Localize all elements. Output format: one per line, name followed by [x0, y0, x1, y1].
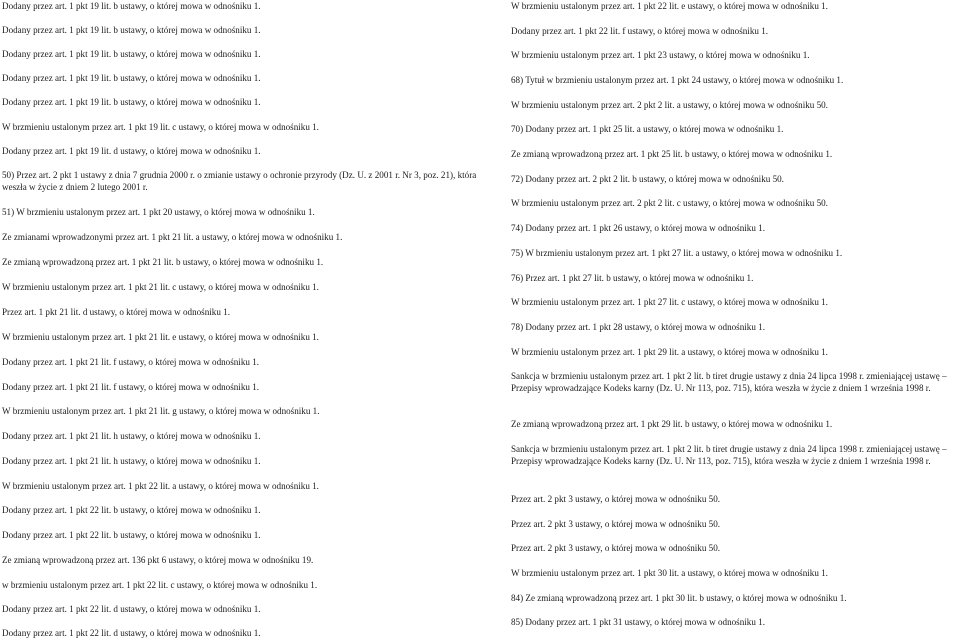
footnote-entry: Dodany przez art. 1 pkt 21 lit. h ustawy, o której mowa w odnośniku 1.: [2, 431, 261, 441]
footnote-entry: Dodany przez art. 1 pkt 22 lit. d ustawy, o której mowa w odnośniku 1.: [2, 628, 261, 638]
footnote-entry: 85) Dodany przez art. 1 pkt 31 ustawy, o której mowa w odnośniku 1.: [511, 617, 765, 627]
footnote-entry: Ze zmianą wprowadzoną przez art. 136 pkt 6 ustawy, o której mowa w odnośniku 19.: [2, 555, 314, 565]
footnote-entry: W brzmieniu ustalonym przez art. 1 pkt 21 lit. e ustawy, o której mowa w odnośniku 1.: [2, 332, 319, 342]
footnote-entry: Dodany przez art. 1 pkt 19 lit. b ustawy, o której mowa w odnośniku 1.: [2, 1, 261, 11]
footnote-entry: 74) Dodany przez art. 1 pkt 26 ustawy, o której mowa w odnośniku 1.: [511, 223, 765, 233]
footnote-entry: 68) Tytuł w brzmieniu ustalonym przez art. 1 pkt 24 ustawy, o której mowa w odnośniku 1.: [511, 75, 844, 85]
footnote-entry: W brzmieniu ustalonym przez art. 1 pkt 19 lit. c ustawy, o której mowa w odnośniku 1.: [2, 122, 319, 132]
footnote-entry: Ze zmianą wprowadzoną przez art. 1 pkt 25 lit. b ustawy, o której mowa w odnośniku 1.: [511, 149, 833, 159]
footnote-entry: Dodany przez art. 1 pkt 22 lit. b ustawy, o której mowa w odnośniku 1.: [2, 505, 261, 515]
footnote-entry: 75) W brzmieniu ustalonym przez art. 1 pkt 27 lit. a ustawy, o której mowa w odnośniku 1.: [511, 248, 843, 258]
footnote-entry: Dodany przez art. 1 pkt 19 lit. d ustawy, o której mowa w odnośniku 1.: [2, 146, 261, 156]
footnote-entry: Ze zmianą wprowadzoną przez art. 1 pkt 21 lit. b ustawy, o której mowa w odnośniku 1.: [2, 257, 324, 267]
footnote-entry: Dodany przez art. 1 pkt 21 lit. f ustawy, o której mowa w odnośniku 1.: [2, 357, 260, 367]
footnote-entry: Dodany przez art. 1 pkt 22 lit. b ustawy, o której mowa w odnośniku 1.: [2, 530, 261, 540]
footnote-entry: Dodany przez art. 1 pkt 19 lit. b ustawy, o której mowa w odnośniku 1.: [2, 25, 261, 35]
footnote-entry: W brzmieniu ustalonym przez art. 1 pkt 29 lit. a ustawy, o której mowa w odnośniku 1.: [511, 347, 828, 357]
footnote-entry: Przez art. 2 pkt 3 ustawy, o której mowa w odnośniku 50.: [511, 519, 721, 529]
footnote-entry: 84) Ze zmianą wprowadzoną przez art. 1 pkt 30 lit. b ustawy, o której mowa w odnośniku 1.: [511, 593, 847, 603]
footnote-entry: W brzmieniu ustalonym przez art. 2 pkt 2 lit. a ustawy, o której mowa w odnośniku 50.: [511, 100, 828, 110]
footnote-entry: 76) Przez art. 1 pkt 27 lit. b ustawy, o której mowa w odnośniku 1.: [511, 273, 754, 283]
footnote-entry: Ze zmianą wprowadzoną przez art. 1 pkt 29 lit. b ustawy, o której mowa w odnośniku 1.: [511, 419, 833, 429]
footnote-entry: 78) Dodany przez art. 1 pkt 28 ustawy, o której mowa w odnośniku 1.: [511, 322, 765, 332]
footnote-entry: w brzmieniu ustalonym przez art. 1 pkt 22 lit. c ustawy, o której mowa w odnośniku 1.: [2, 580, 318, 590]
footnote-entry: W brzmieniu ustalonym przez art. 1 pkt 22 lit. a ustawy, o której mowa w odnośniku 1.: [2, 481, 319, 491]
footnote-entry: Dodany przez art. 1 pkt 19 lit. b ustawy, o której mowa w odnośniku 1.: [2, 73, 261, 83]
footnote-entry: W brzmieniu ustalonym przez art. 1 pkt 21 lit. g ustawy, o której mowa w odnośniku 1.: [2, 406, 320, 416]
footnote-entry: W brzmieniu ustalonym przez art. 1 pkt 30 lit. a ustawy, o której mowa w odnośniku 1.: [511, 568, 828, 578]
footnote-entry: Ze zmianami wprowadzonymi przez art. 1 pkt 21 lit. a ustawy, o której mowa w odnośniku 1.: [2, 232, 343, 242]
footnote-entry: Dodany przez art. 1 pkt 21 lit. f ustawy, o której mowa w odnośniku 1.: [2, 382, 260, 392]
footnote-entry: Sankcja w brzmieniu ustalonym przez art. 1 pkt 2 lit. b tiret drugie ustawy z dnia 24 lipca 1998 r. zmieniającej ustawę – Przepisy wprowadzające Kodeks karny (Dz. U. Nr 113, poz. 715), która weszła w życie z dniem 1 września 1998 r.: [511, 444, 947, 467]
footnote-entry: Dodany przez art. 1 pkt 19 lit. b ustawy, o której mowa w odnośniku 1.: [2, 97, 261, 107]
footnote-entry: Dodany przez art. 1 pkt 21 lit. h ustawy, o której mowa w odnośniku 1.: [2, 456, 261, 466]
footnote-entry: W brzmieniu ustalonym przez art. 1 pkt 21 lit. c ustawy, o której mowa w odnośniku 1.: [2, 282, 319, 292]
footnote-entry: Dodany przez art. 1 pkt 22 lit. f ustawy, o której mowa w odnośniku 1.: [511, 26, 769, 36]
footnote-entry: 70) Dodany przez art. 1 pkt 25 lit. a ustawy, o której mowa w odnośniku 1.: [511, 124, 784, 134]
footnote-entry: Przez art. 2 pkt 3 ustawy, o której mowa w odnośniku 50.: [511, 494, 721, 504]
footnote-entry: 50) Przez art. 2 pkt 1 ustawy z dnia 7 grudnia 2000 r. o zmianie ustawy o ochronie przyrody (Dz. U. z 2001 r. Nr 3, poz. 21), która weszła w życie z dniem 2 lutego 2001 r.: [2, 170, 477, 193]
footnote-entry: 72) Dodany przez art. 2 pkt 2 lit. b ustawy, o której mowa w odnośniku 50.: [511, 174, 784, 184]
footnote-entry: W brzmieniu ustalonym przez art. 1 pkt 27 lit. c ustawy, o której mowa w odnośniku 1.: [511, 297, 828, 307]
footnote-entry: Sankcja w brzmieniu ustalonym przez art. 1 pkt 2 lit. b tiret drugie ustawy z dnia 24 lipca 1998 r. zmieniającej ustawę – Przepisy wprowadzające Kodeks karny (Dz. U. Nr 113, poz. 715), która weszła w życie z dniem 1 września 1998 r.: [511, 371, 947, 394]
footnote-entry: Przez art. 2 pkt 3 ustawy, o której mowa w odnośniku 50.: [511, 543, 721, 553]
footnote-entry: W brzmieniu ustalonym przez art. 2 pkt 2 lit. c ustawy, o której mowa w odnośniku 50.: [511, 198, 828, 208]
footnote-entry: W brzmieniu ustalonym przez art. 1 pkt 22 lit. e ustawy, o której mowa w odnośniku 1.: [511, 1, 828, 11]
footnote-entry: W brzmieniu ustalonym przez art. 1 pkt 23 ustawy, o której mowa w odnośniku 1.: [511, 50, 810, 60]
footnote-entry: 51) W brzmieniu ustalonym przez art. 1 pkt 20 ustawy, o której mowa w odnośniku 1.: [2, 207, 315, 217]
footnote-entry: Przez art. 1 pkt 21 lit. d ustawy, o której mowa w odnośniku 1.: [2, 307, 230, 317]
footnote-entry: Dodany przez art. 1 pkt 22 lit. d ustawy, o której mowa w odnośniku 1.: [2, 604, 261, 614]
footnote-entry: Dodany przez art. 1 pkt 19 lit. b ustawy, o której mowa w odnośniku 1.: [2, 49, 261, 59]
